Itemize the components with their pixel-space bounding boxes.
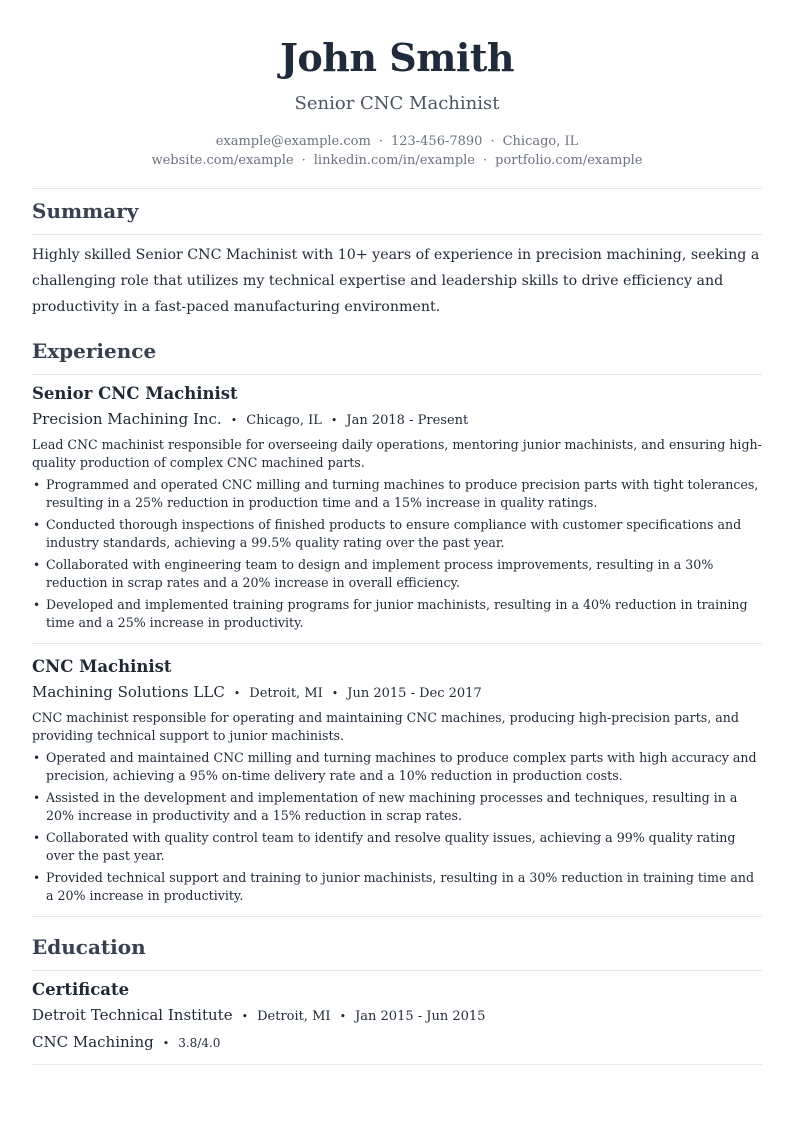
school-location: Detroit, MI (257, 1009, 331, 1024)
website-link[interactable]: website.com/example (151, 153, 294, 168)
field-of-study: CNC Machining (32, 1033, 154, 1051)
company-name: Machining Solutions LLC (32, 683, 225, 701)
achievement-text: Conducted thorough inspections of finished products to ensure compliance with customer specifications and industry standards, achieving a 99.5% quality rating over the past year. (46, 517, 742, 550)
achievement-text: Programmed and operated CNC milling and turning machines to produce precision parts with tight tolerances, resulting in a 25% reduction in production time and a 15% increase in quality ratings. (46, 477, 759, 510)
list-item (32, 596, 762, 632)
experience-heading: Experience (32, 339, 157, 363)
job-location: Detroit, MI (249, 686, 323, 701)
company-name: Precision Machining Inc. (32, 410, 222, 428)
job-description: CNC machinist responsible for operating and maintaining CNC machines, producing high-precision parts, and providing technical support to junior machinists. (32, 710, 739, 743)
candidate-title: Senior CNC Machinist (294, 93, 500, 114)
experience-end-divider (32, 916, 762, 917)
education-dates: Jan 2015 - Jun 2015 (355, 1009, 486, 1024)
job-meta (32, 409, 762, 431)
education-heading: Education (32, 935, 146, 959)
field-meta (32, 1032, 762, 1054)
achievement-text: Collaborated with quality control team to identify and resolve quality issues, achieving a 99% quality rating over the past year. (46, 830, 736, 863)
bullet-marker: • (33, 478, 41, 492)
education-meta (32, 1005, 762, 1027)
job-divider (32, 643, 762, 644)
achievement-text: Developed and implemented training programs for junior machinists, resulting in a 40% reduction in training time and a 25% increase in productivity. (46, 597, 748, 630)
job-entry (32, 383, 762, 632)
job-description: Lead CNC machinist responsible for overseeing daily operations, mentoring junior machinists, and ensuring high-quality production of complex CNC machined parts. (32, 437, 762, 470)
bullet-marker: • (33, 831, 41, 845)
education-entry (32, 979, 762, 1054)
job-achievements (32, 749, 762, 905)
list-item (32, 829, 762, 865)
job-dates: Jun 2015 - Dec 2017 (347, 686, 482, 701)
bullet-marker: • (33, 791, 41, 805)
job-dates: Jan 2018 - Present (346, 413, 469, 428)
list-item (32, 869, 762, 905)
experience-divider (32, 374, 762, 375)
job-entry (32, 656, 762, 905)
summary-text: Highly skilled Senior CNC Machinist with 10+ years of experience in precision machining, seeking a challenging role that utilizes my technical expertise and leadership skills to drive efficiency and productivity in a fast-paced manufacturing environment. (32, 247, 760, 315)
achievement-text: Provided technical support and training to junior machinists, resulting in a 30% reduction in training time and a 20% increase in productivity. (46, 870, 755, 903)
location-text: Chicago, IL (502, 134, 579, 149)
meta-bullet: • (241, 1010, 249, 1023)
bullet-marker: • (33, 598, 41, 612)
portfolio-link[interactable]: portfolio.com/example (495, 153, 643, 168)
achievement-text: Collaborated with engineering team to design and implement process improvements, resulting in a 30% reduction in scrap rates and a 20% increase in overall efficiency. (46, 557, 714, 590)
school-name: Detroit Technical Institute (32, 1006, 233, 1024)
summary-divider (32, 234, 762, 235)
list-item (32, 516, 762, 552)
job-achievements (32, 476, 762, 632)
list-item (32, 749, 762, 785)
email-link[interactable]: example@example.com (215, 134, 371, 149)
bullet-marker: • (33, 871, 41, 885)
contact-separator: · (378, 134, 383, 149)
bullet-marker: • (33, 518, 41, 532)
meta-bullet: • (233, 687, 241, 700)
list-item (32, 476, 762, 512)
contact-line-links (32, 151, 762, 170)
contact-line-primary (32, 132, 762, 151)
meta-bullet: • (230, 414, 238, 427)
list-item (32, 556, 762, 592)
bullet-marker: • (33, 558, 41, 572)
job-title: CNC Machinist (32, 657, 172, 676)
achievement-text: Operated and maintained CNC milling and turning machines to produce complex parts with high accuracy and precision, achieving a 95% on-time delivery rate and a 10% reduction in production costs. (46, 750, 757, 783)
job-location: Chicago, IL (246, 413, 322, 428)
list-item (32, 789, 762, 825)
job-title: Senior CNC Machinist (32, 384, 238, 403)
meta-bullet: • (330, 414, 338, 427)
linkedin-link[interactable]: linkedin.com/in/example (313, 153, 475, 168)
phone-text: 123-456-7890 (390, 134, 483, 149)
gpa-text: 3.8/4.0 (178, 1036, 221, 1050)
header-divider (32, 188, 762, 189)
contact-separator: · (301, 153, 306, 168)
summary-heading: Summary (32, 199, 139, 223)
resume-header (32, 0, 762, 170)
achievement-text: Assisted in the development and implementation of new machining processes and techniques, resulting in a 20% increase in productivity and a 15% reduction in scrap rates. (46, 790, 738, 823)
education-divider (32, 970, 762, 971)
degree-title: Certificate (32, 980, 130, 999)
meta-bullet: • (331, 687, 339, 700)
bullet-marker: • (33, 751, 41, 765)
education-end-divider (32, 1064, 762, 1065)
meta-bullet: • (162, 1037, 170, 1050)
meta-bullet: • (339, 1010, 347, 1023)
job-meta (32, 682, 762, 704)
contact-separator: · (483, 153, 488, 168)
candidate-name: John Smith (279, 35, 515, 80)
contact-separator: · (490, 134, 495, 149)
